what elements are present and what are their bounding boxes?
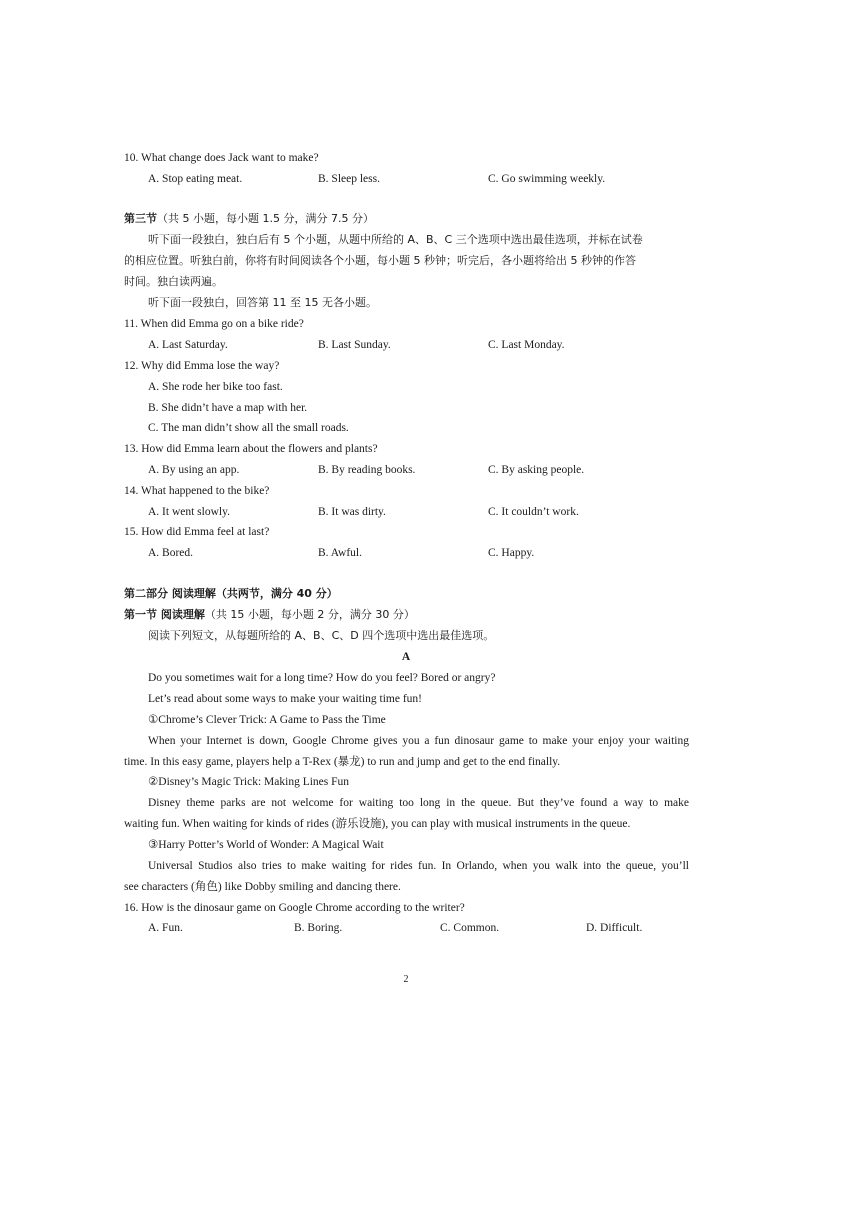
question-15: 15. How did Emma feel at last? xyxy=(124,526,270,538)
section3-note: （共 5 小题，每小题 1.5 分，满分 7.5 分） xyxy=(157,212,374,225)
passage-subheading: ②Disney’s Magic Trick: Making Lines Fun xyxy=(148,776,350,788)
q10-option-c: C. Go swimming weekly. xyxy=(488,173,606,185)
part2-section1-note: （共 15 小题，每小题 2 分，满分 30 分） xyxy=(204,608,415,621)
q14-option-a: A. It went slowly. xyxy=(148,506,230,518)
q11-option-c: C. Last Monday. xyxy=(488,339,565,351)
q16-option-d: D. Difficult. xyxy=(586,922,643,934)
question-14: 14. What happened to the bike? xyxy=(124,485,270,497)
q14-option-b: B. It was dirty. xyxy=(318,506,386,518)
section3-heading xyxy=(124,212,374,226)
part2-instruction: 阅读下列短文，从每题所给的 A、B、C、D 四个选项中选出最佳选项。 xyxy=(148,629,495,642)
passage-subheading: ①Chrome’s Clever Trick: A Game to Pass the Time xyxy=(148,714,386,726)
part2-section1-title: 第一节 阅读理解 xyxy=(124,608,205,621)
passage-label: A xyxy=(401,651,411,663)
passage-subheading: ③Harry Potter’s World of Wonder: A Magical Wait xyxy=(148,839,384,851)
part2-section1-heading xyxy=(124,608,415,622)
question-10: 10. What change does Jack want to make? xyxy=(124,152,319,164)
q13-option-a: A. By using an app. xyxy=(148,464,240,476)
passage-line: see characters (角色) like Dobby smiling and dancing there. xyxy=(124,881,401,893)
q14-option-c: C. It couldn’t work. xyxy=(488,506,579,518)
q12-option-c: C. The man didn’t show all the small roads. xyxy=(148,422,349,432)
page-number: 2 xyxy=(403,974,409,985)
part2-title: 第二部分 阅读理解（共两节，满分 40 分） xyxy=(124,587,338,600)
q10-option-b: B. Sleep less. xyxy=(318,173,380,185)
q11-option-a: A. Last Saturday. xyxy=(148,339,228,351)
passage-line: When your Internet is down, Google Chrome gives you a fun dinosaur game to make your enjoy your waiting xyxy=(148,735,689,747)
q13-option-c: C. By asking people. xyxy=(488,464,585,476)
q16-option-a: A. Fun. xyxy=(148,922,183,934)
question-12: 12. Why did Emma lose the way? xyxy=(124,360,280,372)
q15-option-b: B. Awful. xyxy=(318,547,362,559)
passage-line: Let’s read about some ways to make your waiting time fun! xyxy=(148,693,423,705)
q12-option-b: B. She didn’t have a map with her. xyxy=(148,402,308,414)
question-16: 16. How is the dinosaur game on Google Chrome according to the writer? xyxy=(124,902,465,914)
q11-option-b: B. Last Sunday. xyxy=(318,339,391,351)
question-13: 13. How did Emma learn about the flowers and plants? xyxy=(124,443,378,455)
section3-instruction-line: 听下面一段独白，回答第 11 至 15 无各小题。 xyxy=(148,296,377,309)
q10-option-a: A. Stop eating meat. xyxy=(148,173,243,185)
q16-option-b: B. Boring. xyxy=(294,922,343,934)
passage-line: waiting fun. When waiting for kinds of rides (游乐设施), you can play with musical instruments in the queue. xyxy=(124,818,631,830)
q12-option-a: A. She rode her bike too fast. xyxy=(148,381,283,393)
q15-option-a: A. Bored. xyxy=(148,547,194,559)
passage-line: time. In this easy game, players help a T-Rex (暴龙) to run and jump and get to the end finally. xyxy=(124,756,561,768)
passage-line: Do you sometimes wait for a long time? How do you feel? Bored or angry? xyxy=(148,672,496,684)
section3-instruction-line: 的相应位置。听独白前，你将有时间阅读各个小题，每小题 5 秒钟；听完后，各小题将给出 5 秒钟的作答 xyxy=(124,254,636,267)
q13-option-b: B. By reading books. xyxy=(318,464,416,476)
section3-instruction-line: 听下面一段独白，独白后有 5 个小题，从题中所给的 A、B、C 三个选项中选出最佳选项，并标在试卷 xyxy=(148,233,643,246)
passage-line: Universal Studios also tries to make waiting for rides fun. In Orlando, when you walk into the queue, you’ll xyxy=(148,860,689,872)
q16-option-c: C. Common. xyxy=(440,922,500,934)
section3-instruction-line: 时间。独白读两遍。 xyxy=(124,275,223,288)
passage-line: Disney theme parks are not welcome for waiting too long in the queue. But they’ve found a way to make xyxy=(148,797,689,809)
q15-option-c: C. Happy. xyxy=(488,547,535,559)
question-11: 11. When did Emma go on a bike ride? xyxy=(124,318,304,330)
section3-title: 第三节 xyxy=(124,212,157,225)
